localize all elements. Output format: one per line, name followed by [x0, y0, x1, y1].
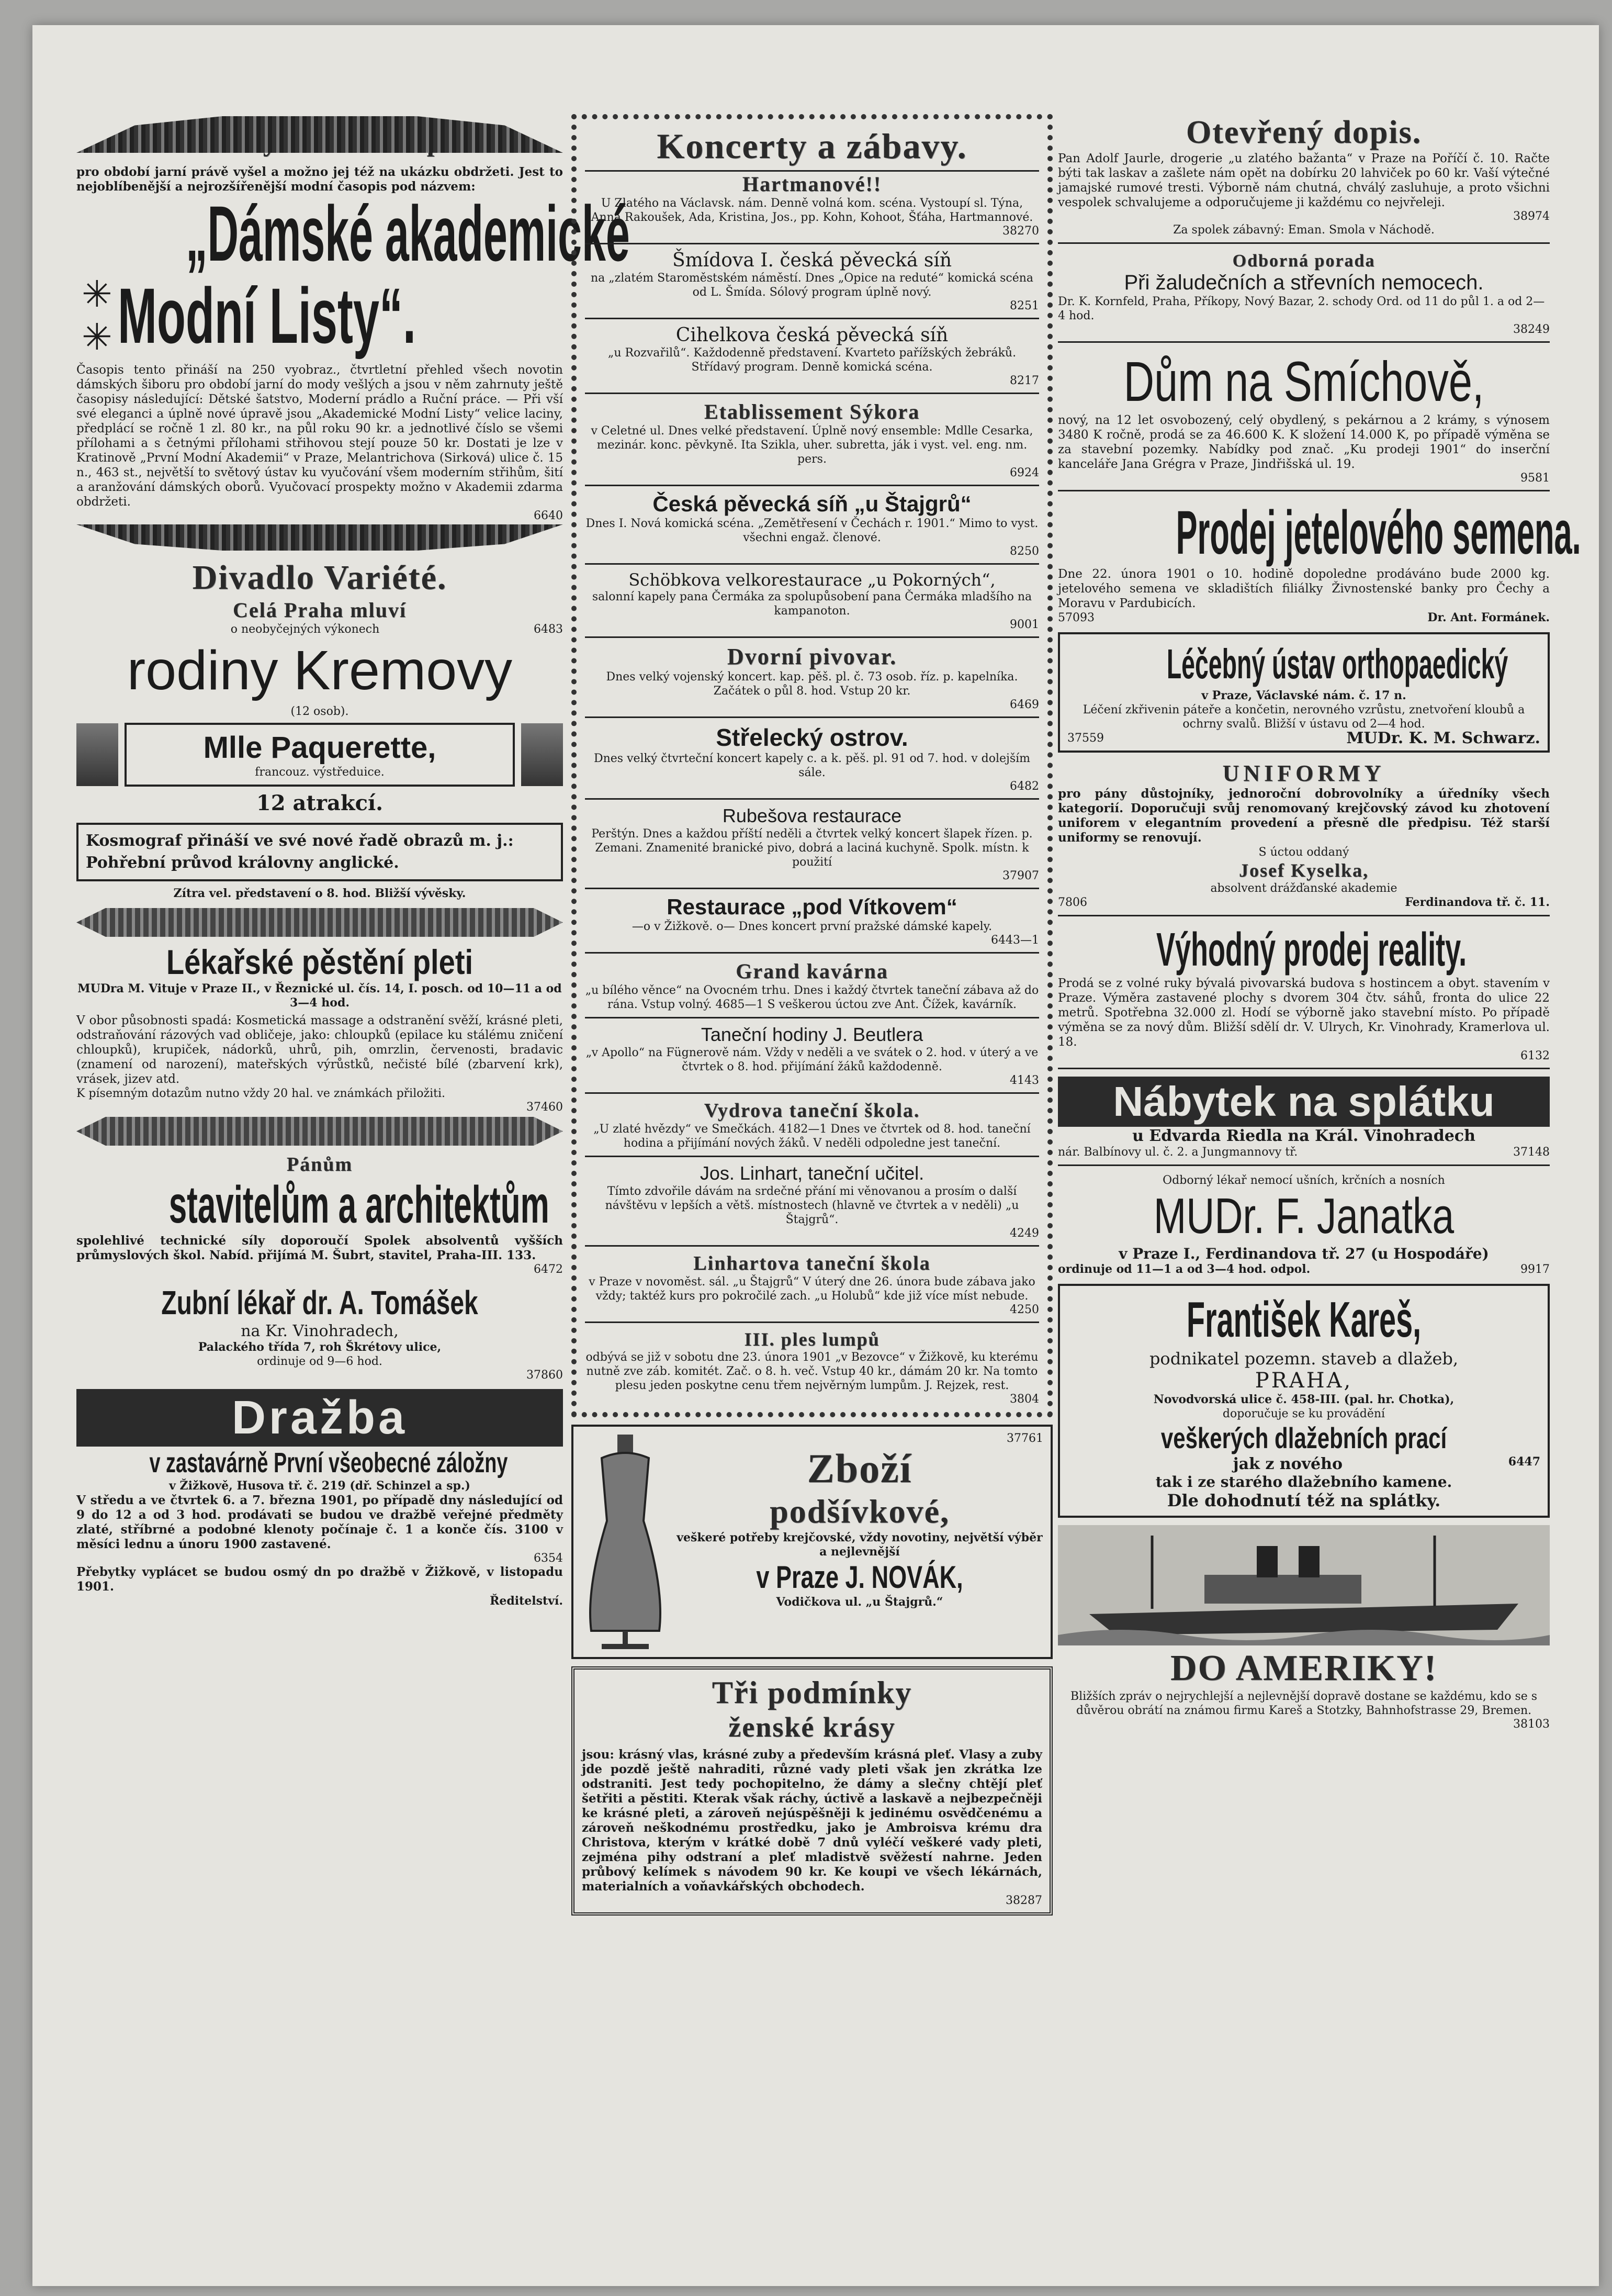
ad-title: Tři podmínky	[712, 1675, 912, 1710]
asterisk-ornament-icon: ✳ ✳	[82, 273, 112, 359]
ad-body: Bližších zpráv o nejrychlejší a nejlevnější dopravě dostane se každému, kdo se s důvěrou obrátí na známou firmu Kareš a Stotzky, Bahnhofstrasse 29, Bremen.	[1070, 1690, 1538, 1717]
item-title: Schöbkova velkorestaurace „u Pokorných“,	[628, 570, 996, 590]
ad-zubni	[76, 1283, 563, 1382]
ad-number: 38974	[1513, 210, 1550, 223]
ad-uniformy	[1058, 760, 1550, 916]
koncert-item	[585, 894, 1039, 954]
ad-foot: K písemným dotazům nutno vždy 20 hal. ve známkách přiložiti.	[76, 1087, 445, 1100]
ad-body: V obor působnosti spadá: Kosmetická massage a odstranění svěží, krásné pleti, odstraňování rázových vad obličeje, jako: chloupků (epilace ku stálému zničení chloupků), krupiček, nádorků, uhrů, pih, omrzlin, červenosti, bradavic (znamení od narození), mateřských výrůstků, nečisté bílé (zbarvení krk), vrásek, jizev atd.	[76, 1014, 563, 1086]
koncert-item	[585, 399, 1039, 486]
item-title: III. ples lumpů	[744, 1329, 880, 1350]
ornament-banner	[76, 116, 563, 153]
ad-pre: Odborný lékař nemocí ušních, krčních a nosních	[1163, 1174, 1445, 1187]
ad-number: 6447	[1508, 1455, 1540, 1469]
ad-note: (12 osob).	[290, 705, 349, 718]
mlle-box	[125, 723, 515, 787]
item-number: 4249	[1010, 1227, 1039, 1240]
ad-body: Časopis tento přináší na 250 vyobraz., čtvrtletní přehled všech novotin dámských šiboru pro období jarní do mody vešlých a jsou v něm zahrnuty ještě časopisy následující: Dětské šatstvo, Moderní prádlo a Ruční práce. — Při vší své eleganci a úplně nové úpravě jsou „Akademické Modní Listy“ velice laciny, předplácí se ročně 1 zl. 80 kr., na půl roku 90 kr. a jednotlivé číslo se všemi přílohami a s četnými přílohami střihovou stejí pouze 50 kr. Dostati je lze v Kratinově „První Modní Akademii“ v Praze, Melantrichova (Sirková) ulice č. 15 n., 463 st., největší to světový ústav ku vyučování všem moderním střihům, šití a aranžování dámských oborů. Vyučovací prospekty možno v Akademii zdarma obdržeti.	[76, 363, 563, 509]
item-number: 6924	[1010, 466, 1039, 479]
ad-title: Dražba	[76, 1389, 563, 1447]
ad-title: MUDr. F. Janatka	[1153, 1188, 1455, 1244]
ad-janatka	[1058, 1173, 1550, 1276]
ad-body: veškeré potřeby krejčovské, vždy novotiny, největší výběr a nejlevnější	[677, 1531, 1043, 1559]
ad-number: 6483	[534, 623, 563, 636]
ad-jetel	[1058, 498, 1581, 625]
ad-title: František Kareš,	[1186, 1292, 1422, 1348]
steamship-icon	[1058, 1525, 1550, 1645]
ad-title: Výhodný prodej reality.	[1156, 924, 1467, 976]
item-number: 4250	[1010, 1303, 1039, 1316]
item-number: 38270	[1002, 225, 1039, 238]
ad-addr: u Edvarda Riedla na Král. Vinohradech	[1132, 1127, 1475, 1145]
ad-number: 9581	[1520, 472, 1550, 485]
ad-number: 37860	[526, 1369, 563, 1382]
ad-number: 7806	[1058, 896, 1087, 909]
koncert-item	[585, 172, 1039, 244]
ad-atrakce: 12 atrakcí.	[256, 791, 384, 815]
ad-big-title: stavitelům a architektům	[168, 1175, 549, 1234]
item-text: salonní kapely pana Čermáka za spolupůsobení pana Čermáka mladšího na kampanoton.	[592, 590, 1032, 618]
ad-lecebny	[1058, 632, 1550, 753]
ad-title: Dům na Smíchově,	[1123, 350, 1484, 413]
ad-intro: pro období jarní právě vyšel a možno jej též na ukázku obdržeti. Jest to nejoblíbenější a nejrozšířenější modní časopis pod názvem:	[76, 165, 563, 194]
item-text: „v Apollo“ na Fügnerově nám. Vždy v neděli a ve svátek o 2. hod. v úterý a ve čtvrtek o 8. hod. přijímání žáků každodenně.	[585, 1046, 1039, 1073]
item-title: Cihelkova česká pěvecká síň	[675, 324, 949, 346]
dress-form-icon	[581, 1432, 670, 1652]
ad-title: Prodej jetelového semena.	[1176, 498, 1581, 567]
ad-number: 37559	[1067, 732, 1104, 745]
ad-hours: ordinuje od 11—1 a od 3—4 hod. odpol.	[1058, 1262, 1311, 1276]
ad-z: tak i ze starého dlažebního kamene.	[1155, 1473, 1452, 1491]
column-middle	[571, 114, 1053, 1923]
ad-title: Nábytek na splátku	[1058, 1077, 1550, 1127]
ad-subtitle: Celá Praha mluví	[233, 598, 407, 622]
ornament-icon	[76, 723, 118, 786]
ad-foot: Dle dohodnutí též na splátky.	[1167, 1491, 1441, 1510]
ad-number: 38249	[1513, 323, 1550, 336]
mlle-sub: francouz. výstředuice.	[255, 766, 385, 779]
ad-divadlo	[76, 558, 563, 901]
ad-city: PRAHA,	[1255, 1369, 1353, 1393]
ad-addr: v Praze I., Ferdinandova tř. 27 (u Hospodáře)	[1119, 1245, 1489, 1262]
item-title: Linhartova taneční škola	[693, 1252, 931, 1274]
koncert-item	[585, 1024, 1039, 1094]
ad-sign: Dr. Ant. Formánek.	[1427, 611, 1550, 624]
ad-body: jsou: krásný vlas, krásné zuby a především krásná pleť. Vlasy a zuby jde pozdě ještě nahraditi, různé vady pleti však jen zkrátka lze odstraniti. Jest tedy pochopitelno, že dámy a slečny chtějí pleť šetřiti a pěstiti. Kterak však ráchy, úctivě a laskavě a nejbezpečněji ke krásné pleti, a zároveň nejúspěšněji k jedinému osvědčenému a zároveň neškodnému prostředku, jako je Ambroisva krému dra Christova, kterým v krátké době 7 dnů vyléčí veškeré vady pleti, zejména pihy odstraní a pleť mladistvě svěžestí nahrne. Jeden průbový kelímek s návodem 90 kr. Ke koupi ve všech lékárnách, materialních a voňavkářských obchodech.	[582, 1748, 1042, 1894]
ad-big-title-2: Modní Listy“.	[117, 272, 416, 360]
item-text: Tímto zdvořile dávám na srdečné přání mi věnovanou a prosím o další návštěvu v lepších a větš. místnostech (hlavně ve čtvrtek a v neděli) „u Štajgrů“.	[605, 1185, 1019, 1226]
item-text: Dnes I. Nová komická scéna. „Zemětřesení v Čechách r. 1901.“ Mimo to vyst. všechni engaž. členové.	[585, 517, 1039, 544]
ad-addr: Ferdinandova tř. č. 11.	[1405, 895, 1550, 909]
ad-body: Prodá se z volné ruky bývalá pivovarská budova s hostincem a obyt. stavením v Praze. Výměra zastavené plochy s dvorem 304 čtv. sáhů, fronta do ulice 22 metrů. Spotřebna 32.000 zl. Hodí se výborně jako stavební místo. Po případě výměna se za nový dům. Bližší sdělí dr. V. Ulrych, Kr. Vinohrady, Kramerlova ul. 18.	[1058, 977, 1550, 1049]
ad-number: 6640	[534, 509, 563, 522]
koncerty-list	[585, 172, 1039, 1406]
ad-title-2: ženské krásy	[728, 1711, 896, 1743]
ad-body: Pan Adolf Jaurle, drogerie „u zlatého bažanta“ v Praze na Poříčí č. 10. Račte býti tak laskav a zašlete nám opět na dobírku 20 lahviček po 60 kr. Vaší výtečné jamajské rumové tresti. Výborně nám chutná, chválý zasluhuje, a proto všichni vespolek schvalujeme a odporučujeme ji každému co nejvřeleji.	[1058, 152, 1550, 209]
ad-title: Odborná porada	[1232, 251, 1376, 271]
ad-title: DO AMERIKY!	[1170, 1648, 1438, 1688]
ad-body: spolehlivé technické síly doporoučí Spolek absolventů vyšších průmyslových škol. Nabíd. přijímá M. Šubrt, stavitel, Praha-III. 133.	[76, 1234, 563, 1262]
ad-damsky-casopis	[76, 116, 630, 551]
ad-tri-podminky	[571, 1666, 1053, 1916]
ad-big-title: „Dámské akademické	[186, 189, 630, 277]
koncert-item	[585, 491, 1039, 565]
ad-title: Koncerty a zábavy.	[585, 126, 1039, 172]
ad-head: MUDra M. Vituje v Praze II., v Řeznické ul. čís. 14, I. posch. od 10—11 a od 3—4 hod.	[77, 982, 562, 1010]
item-number: 6469	[1010, 698, 1039, 711]
ad-sub: v zastavárně První všeobecné záložny	[149, 1447, 508, 1479]
ad-number: 57093	[1058, 611, 1095, 624]
ornament-icon	[521, 723, 563, 786]
item-text: Perštýn. Dnes a každou příští neděli a čtvrtek velký koncert šlapek řízen. p. Zemani. Znamenité branické pivo, dobrá a laciná kuchyně. Spolk. místn. k použití	[591, 827, 1033, 869]
ad-number: 38287	[1006, 1894, 1042, 1907]
ad-body: pro pány důstojníky, jednoroční dobrovolníky a úředníky všech kategorií. Doporučuji svůj renomovaný krejčovský závod ku zhotovení uniforem v elegantním provedení a přesně dle předpisu. Též starší uniformy se renovují.	[1058, 787, 1550, 845]
ad-title: Lékařské pěstění pleti	[166, 943, 474, 981]
item-text: Dnes velký vojenský koncert. kap. pěš. pl. č. 73 osob. říz. p. kapelníka. Začátek o půl 8. hod. Vstup 20 kr.	[606, 670, 1018, 698]
item-title: Střelecký ostrov.	[716, 724, 908, 751]
ad-addr: v Žižkově, Husova tř. č. 219 (dř. Schinzel a sp.)	[169, 1479, 470, 1493]
item-title: Česká pěvecká síň „u Štajgrů“	[652, 491, 972, 516]
item-title: Jos. Linhart, taneční učitel.	[700, 1162, 925, 1184]
ad-addr: Vodičkova ul. „u Štajgrů.“	[776, 1595, 943, 1609]
ad-title: Zboží	[807, 1446, 912, 1491]
ad-greet: S úctou oddaný	[1258, 846, 1349, 859]
item-text: Dnes velký čtvrteční koncert kapely c. a k. pěš. pl. 91 od 7. hod. v dolejším sále.	[593, 752, 1031, 779]
item-title: Taneční hodiny J. Beutlera	[701, 1024, 923, 1045]
item-title: Hartmanové!!	[742, 172, 882, 196]
ad-body: nový, na 12 let osvobozený, celý obydlený, s pekárnou a 2 krámy, s výnosem 3480 K ročně, prodá se za 46.600 K. K složení 14.000 K, po případě výměna se za stavební pozemky. Nabídky pod znač. „Ku prodeji 1901“ do inserční kanceláře Jana Grégra v Praze, Jindřišská ul. 19.	[1058, 413, 1550, 471]
ad-number: 37761	[1007, 1432, 1043, 1445]
ad-number: 6472	[534, 1263, 563, 1276]
ad-footer	[1058, 611, 1550, 625]
item-text: „u Rozvařilů“. Každodenně představení. Kvarteto pařížských žebráků. Střídavý program. Denně komická scéna.	[607, 346, 1017, 374]
ad-sign: Ředitelství.	[490, 1594, 563, 1608]
column-left	[76, 114, 630, 1616]
ad-zbozi	[571, 1425, 1053, 1659]
ad-note: Zítra vel. představení o 8. hod. Bližší vývěsky.	[173, 887, 466, 900]
ad-text: jak z nového	[1233, 1455, 1343, 1473]
koncert-item	[585, 1328, 1039, 1406]
ad-text	[76, 622, 563, 636]
item-title: Restaurace „pod Vítkovem“	[667, 894, 957, 919]
ad-sub: podnikatel pozemn. staveb a dlažeb,	[1149, 1349, 1459, 1369]
ad-title: UNIFORMY	[1222, 760, 1385, 786]
ad-realita	[1058, 924, 1550, 1069]
koncert-item	[585, 643, 1039, 718]
item-text: —o v Žižkově. o— Dnes koncert první pražské dámské kapely.	[632, 920, 993, 933]
ad-body: Dne 22. února 1901 o 10. hodině dopoledne prodáváno bude 2000 kg. jetelového semena ve skladištích filiálky Živnostenské banky pro Čechy a Moravu v Pardubicích.	[1058, 567, 1550, 610]
ad-sub: na Kr. Vinohradech,	[241, 1322, 399, 1340]
ad-number: 38103	[1513, 1718, 1550, 1731]
ad-number: 37460	[526, 1101, 563, 1114]
ad-sign: Za spolek zábavný: Eman. Smola v Náchodě.	[1173, 223, 1435, 237]
ad-kares	[1058, 1284, 1550, 1518]
ad-city: v Praze J. NOVÁK,	[756, 1560, 963, 1595]
ad-amerika	[1058, 1525, 1550, 1731]
ad-big-title: rodiny Kremovy	[127, 640, 513, 701]
ad-subtitle-2: o neobyčejných výkonech	[230, 623, 380, 636]
item-title: Dvorní pivovar.	[727, 644, 897, 669]
ad-lekarske	[76, 908, 563, 1146]
ad-panum	[76, 1153, 563, 1276]
item-number: 9001	[1010, 618, 1039, 631]
ad-number: 9917	[1520, 1263, 1550, 1276]
mlle-name: Mlle Paquerette,	[203, 731, 436, 765]
item-text: odbývá se již v sobotu dne 23. února 1901 „v Bezovce“ v Žižkově, ku kterému nutně zve záb. komitét. Zač. o 8. h. več. Vstup 40 kr., dámám 20 kr. Na tomto plesu jeden poskytne cenu třem nejvěrným lumpům. J. Rejzek, rest.	[585, 1351, 1039, 1392]
item-number: 4143	[1010, 1074, 1039, 1087]
koncert-item	[585, 570, 1039, 638]
koncert-item	[585, 805, 1039, 889]
item-number: 8217	[1010, 374, 1039, 387]
item-number: 3804	[1010, 1393, 1039, 1406]
item-number: 8251	[1010, 299, 1039, 312]
ornament-banner	[76, 1117, 563, 1146]
ad-title: Léčebný ústav orthopaedický	[1166, 641, 1508, 687]
item-number: 6443—1	[991, 934, 1039, 947]
koncert-item	[585, 723, 1039, 800]
item-title: Vydrova taneční škola.	[704, 1100, 920, 1122]
item-title: Rubešova restaurace	[722, 805, 902, 826]
ad-number: 37148	[1513, 1146, 1550, 1159]
koncert-item	[585, 1099, 1039, 1157]
ad-addr-2: nár. Balbínovy ul. č. 2. a Jungmannovy tř.	[1058, 1146, 1298, 1159]
ad-footer	[1058, 1262, 1550, 1276]
ad-porada	[1058, 251, 1550, 343]
item-title: Etablissement Sýkora	[704, 400, 920, 423]
item-text: na „zlatém Staroměstském náměstí. Dnes „Opice na reduté“ komická scéna od L. Šmída. Sólový program úplně nový.	[590, 272, 1034, 299]
item-text: „u bílého věnce“ na Ovocném trhu. Dnes i každý čtvrtek taneční zábava až do rána. Vstup volný. 4685—1 S veškerou úctou zve Ant. Čížek, kavárník.	[585, 984, 1039, 1011]
ad-body: Léčení zkřivenin páteře a končetin, nerovného vzrůstu, znetvoření kloubů a ochrny svalů. Bližší v ústavu od 2—4 hod.	[1083, 703, 1525, 731]
ad-footer	[1067, 731, 1540, 745]
ad-footer	[1058, 895, 1550, 910]
ad-number: 6354	[534, 1552, 563, 1565]
ad-big: Při žaludečních a střevních nemocech.	[1124, 271, 1484, 294]
ad-drazba	[76, 1389, 563, 1608]
item-number: 37907	[1002, 869, 1039, 882]
koncert-item	[585, 324, 1039, 394]
ad-big: veškerých dlažebních prací	[1160, 1421, 1447, 1454]
item-number: 6482	[1010, 780, 1039, 793]
ad-addr: v Praze, Václavské nám. č. 17 n.	[1201, 689, 1406, 702]
ad-title: Pánům	[286, 1153, 353, 1175]
koncert-item	[585, 1252, 1039, 1323]
ad-title: Divadlo Variété.	[192, 558, 447, 597]
item-title: Šmídova I. česká pěvecká síň	[672, 250, 952, 271]
ad-title: Otevřený dopis.	[1186, 115, 1422, 150]
koncert-item	[585, 1162, 1039, 1247]
ad-footer	[1058, 1145, 1550, 1159]
koncert-item	[585, 959, 1039, 1018]
ad-line	[1067, 1455, 1540, 1473]
ad-nabytek	[1058, 1077, 1550, 1166]
newspaper-page	[32, 25, 1599, 2286]
item-text: v Celetné ul. Dnes velké představení. Úplně nový ensemble: Mdlle Cesarka, mezinár. konc. pěvkyně. Ita Szikla, uher. subretta, ják i vyst. vel. eng. nm. pers.	[591, 424, 1033, 466]
ad-addr: Novodvorská ulice č. 458-III. (pal. hr. Chotka),	[1153, 1393, 1455, 1406]
item-title: Grand kavárna	[736, 959, 888, 983]
ornament-banner	[76, 908, 563, 937]
ad-foot: Přebytky vyplácet se budou osmý dn po dražbě v Žižkově, v listopadu 1901.	[76, 1565, 563, 1594]
item-text: v Praze v novoměst. sál. „u Štajgrů“ V úterý dne 26. února bude zábava jako vždy; taktéž kurs pro pokročilé zach. „u Holubů“ kde již více míst nebude.	[589, 1275, 1035, 1303]
ornament-banner	[76, 524, 563, 551]
ad-body: V středu a ve čtvrtek 6. a 7. března 1901, po případě dny následující od 9 do 12 a od 3 hod. prodávati se budou ve dražbě veřejné předměty zlaté, stříbrné a podobné klenoty počínaje č. 1 a konče čís. 3100 v měsíci lednu a únoru 1900 zastavené.	[76, 1493, 563, 1551]
ad-dum	[1058, 350, 1550, 491]
ad-hours: ordinuje od 9—6 hod.	[257, 1355, 382, 1368]
item-number: 8250	[1010, 545, 1039, 558]
ad-number: 6132	[1520, 1049, 1550, 1062]
ad-title: Zubní lékař dr. A. Tomášek	[161, 1284, 478, 1321]
ad-rec: doporučuje se ku provádění	[1222, 1407, 1385, 1420]
column-right	[1058, 114, 1581, 1731]
koncert-item	[585, 250, 1039, 319]
ad-role: absolvent drážďanské akademie	[1210, 882, 1397, 895]
ad-name: Josef Kyselka,	[1239, 860, 1369, 881]
ad-sign: MUDr. K. M. Schwarz.	[1346, 729, 1540, 747]
kosmograf-box: Kosmograf přináší ve své nové řadě obrazů m. j.: Pohřební průvod královny anglické.	[76, 823, 563, 881]
ad-dopis	[1058, 114, 1550, 244]
ad-title-2: podšívkové,	[770, 1493, 950, 1530]
ad-addr: Palackého třída 7, roh Škrétovy ulice,	[198, 1340, 442, 1354]
ad-body: Dr. K. Kornfeld, Praha, Příkopy, Nový Bazar, 2. schody Ord. od 11 do půl 1. a od 2—4 hod.	[1058, 295, 1545, 322]
item-text: „U zlaté hvězdy“ ve Smečkách. 4182—1 Dnes ve čtvrtek od 8. hod. taneční hodina a přijímání nových žáků. V neděli odpoledne jest taneční.	[593, 1123, 1031, 1150]
ad-koncerty	[571, 114, 1053, 1417]
item-text: U Zlatého na Václavsk. nám. Denně volná kom. scéna. Vystoupí sl. Týna, Anna Rakoušek, Ada, Kristina, Jos., pp. Kohn, Kohoot, Šťáha, Hartmannové.	[591, 197, 1033, 224]
